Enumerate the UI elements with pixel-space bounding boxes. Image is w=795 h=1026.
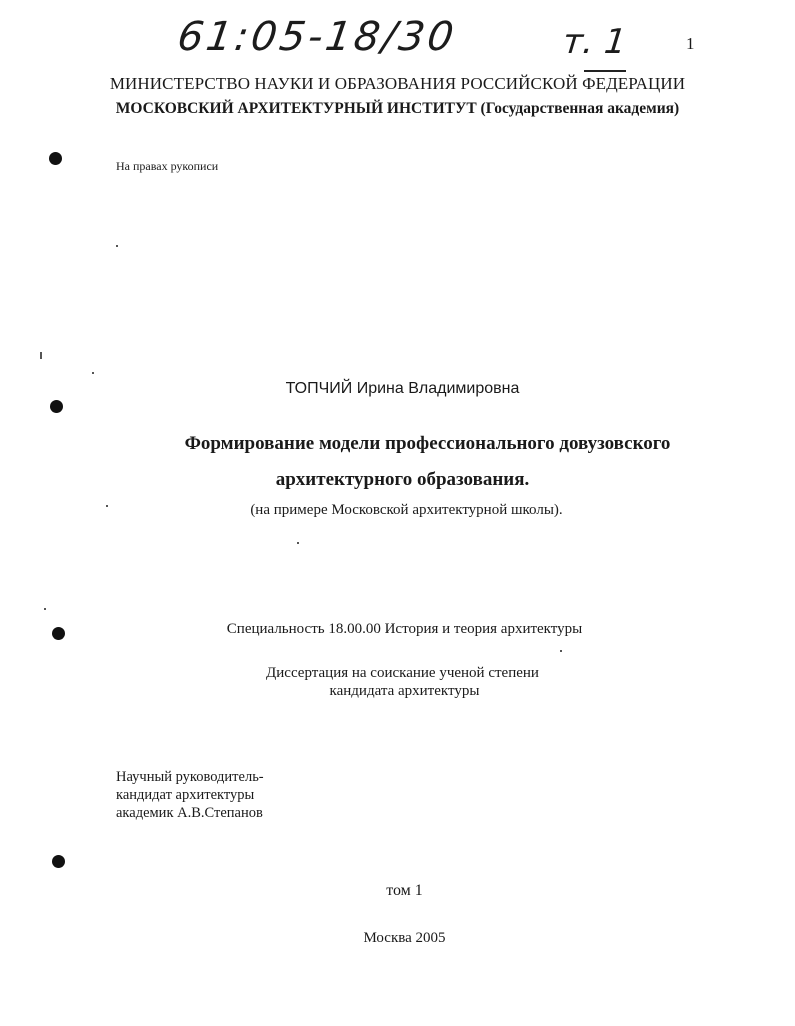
volume-label: том 1 [386, 882, 423, 899]
institute-heading: МОСКОВСКИЙ АРХИТЕКТУРНЫЙ ИНСТИТУТ (Государственная академия) [115, 100, 680, 117]
ministry-heading: МИНИСТЕРСТВО НАУКИ И ОБРАЗОВАНИЯ РОССИЙСКОЙ ФЕДЕРАЦИИ [109, 74, 686, 93]
handwritten-volume-mark: т. 1 [560, 22, 629, 62]
volume-mark-underline [584, 70, 626, 72]
page-number: 1 [686, 34, 695, 53]
supervisor-line2: кандидат архитектуры [116, 787, 255, 803]
scan-speck [40, 352, 42, 359]
specialty-line: Специальность 18.00.00 История и теория архитектуры [226, 621, 583, 637]
dissertation-subtitle: (на примере Московской архитектурной школы). [250, 502, 563, 518]
binder-hole-3 [52, 627, 65, 640]
scan-speck [92, 372, 94, 374]
supervisor-line3: академик А.В.Степанов [116, 805, 263, 821]
handwritten-archive-code: 61:05-18/30 [174, 14, 460, 60]
scan-speck [116, 245, 118, 247]
degree-line1: Диссертация на соискание ученой степени [266, 665, 539, 681]
degree-line2: кандидата архитектуры [329, 683, 480, 699]
author-name: ТОПЧИЙ Ирина Владимировна [285, 380, 520, 397]
scan-speck [44, 608, 46, 610]
supervisor-block [116, 768, 264, 822]
binder-hole-2 [50, 400, 63, 413]
dissertation-title-line1: Формирование модели профессионального довузовского [184, 433, 671, 454]
binder-hole-4 [52, 855, 65, 868]
place-year: Москва 2005 [363, 930, 446, 946]
scan-speck [297, 542, 299, 544]
dissertation-title-line2: архитектурного образования. [275, 469, 530, 490]
scan-speck [560, 650, 562, 652]
manuscript-note: На правах рукописи [116, 159, 219, 173]
binder-hole-1 [49, 152, 62, 165]
supervisor-line1: Научный руководитель- [116, 769, 264, 785]
scan-speck [106, 505, 108, 507]
